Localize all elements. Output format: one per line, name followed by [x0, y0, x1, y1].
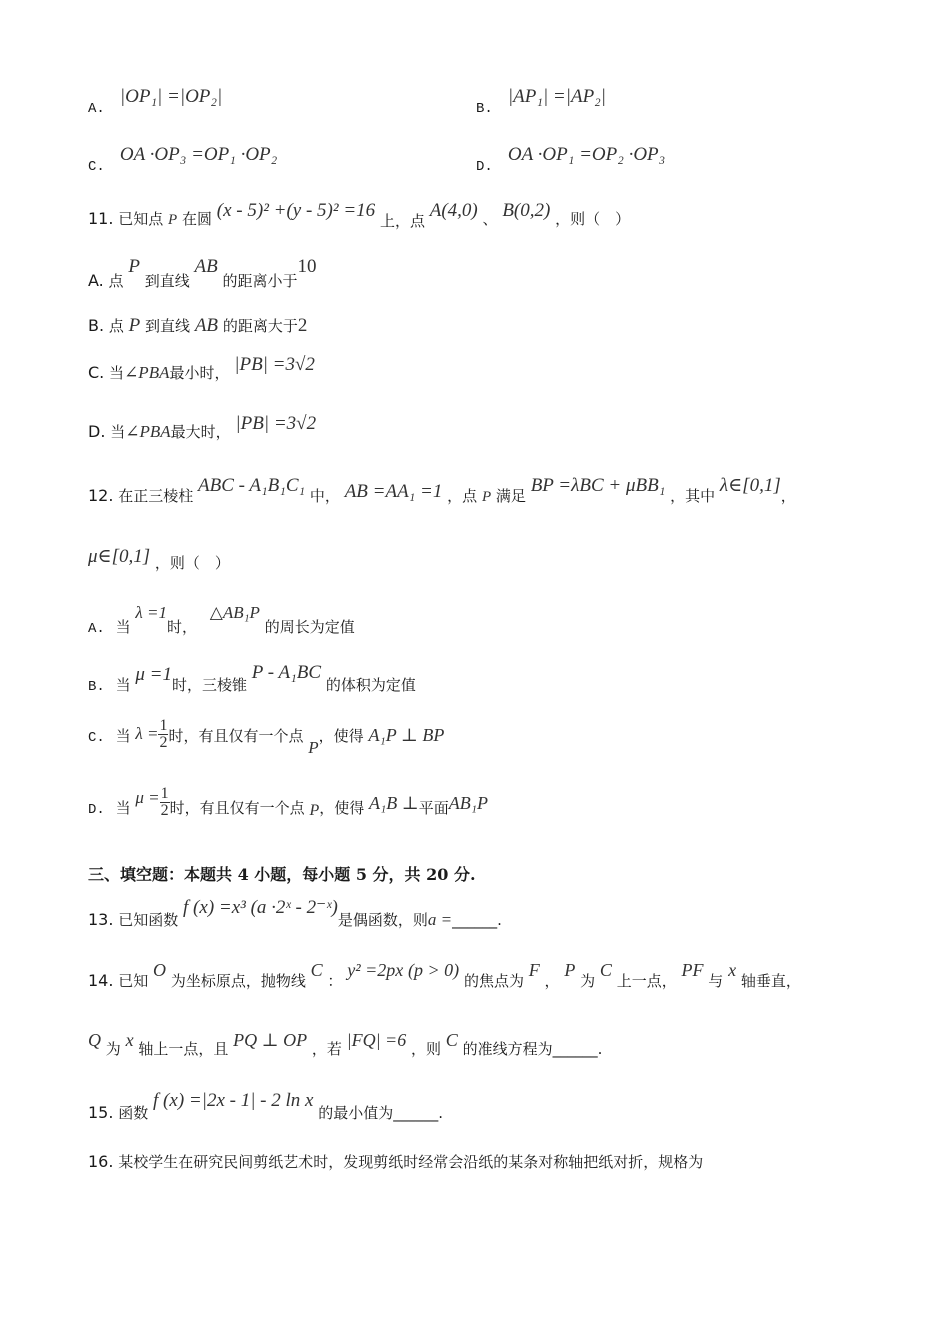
fraction-denominator: 2 — [160, 802, 169, 819]
math-var: x — [728, 960, 737, 980]
math-var: C — [445, 1030, 458, 1050]
pyramid-name: P - A₁BC — [251, 662, 322, 683]
fraction-denominator: 2 — [159, 734, 168, 751]
stem-text: ，若 — [311, 1040, 342, 1058]
math-var: P — [128, 256, 140, 277]
option-label: B. — [476, 101, 493, 117]
stem-text: 已知点 — [118, 210, 164, 228]
math-var: C — [310, 960, 323, 980]
stem-text: ： — [327, 972, 343, 990]
stem-text: 为 — [105, 1040, 121, 1058]
q11-option-c — [88, 354, 315, 382]
triangle-expression: △AB₁P — [209, 603, 260, 622]
question-11-stem — [88, 200, 631, 230]
option-label: C. — [88, 363, 105, 382]
option-text: 时，有且仅有一个点 — [169, 799, 305, 817]
circle-equation: (x - 5)² +(y - 5)² =16 — [216, 200, 376, 221]
math-var: AB — [194, 315, 219, 336]
option-label: B. — [88, 316, 105, 335]
condition: μ = — [135, 788, 160, 807]
option-label: C. — [88, 730, 105, 746]
q10-option-d — [476, 144, 666, 175]
option-label: D. — [476, 159, 493, 175]
q11-option-b — [88, 315, 307, 337]
option-text: 当 — [115, 618, 131, 636]
math-var: (p > 0) — [408, 960, 460, 980]
perpendicular-expression: A₁B ⊥ — [369, 793, 419, 813]
stem-text: 满足 — [495, 487, 526, 505]
math-var: P — [308, 738, 319, 757]
stem-text: 中， — [309, 487, 340, 505]
option-text: 到直线 — [144, 272, 190, 290]
plane-name: AB₁P — [448, 793, 488, 813]
period: . — [497, 911, 502, 929]
option-text: ，使得 — [318, 727, 364, 745]
math-var: AB — [194, 256, 218, 277]
question-number: 13. — [88, 910, 114, 929]
q10-option-a — [88, 86, 223, 117]
question-number: 12. — [88, 486, 114, 505]
option-text: 点 — [108, 272, 124, 290]
option-text: 的距离小于 — [222, 272, 298, 290]
stem-text: 上一点， — [616, 972, 677, 990]
math-var: x — [125, 1030, 134, 1050]
question-number: 15. — [88, 1103, 114, 1122]
stem-text: ， — [780, 487, 796, 505]
math-var: P — [128, 315, 141, 336]
stem-text: 函数 — [118, 1104, 149, 1122]
option-text: 的距离大于 — [222, 317, 298, 335]
stem-text: ，则 — [410, 1040, 441, 1058]
lambda-range: λ∈[0,1] — [719, 475, 781, 496]
stem-text: 轴垂直， — [740, 972, 801, 990]
option-label: A. — [88, 101, 105, 117]
q11-option-d — [88, 413, 317, 441]
math-var: F — [528, 960, 540, 980]
option-expression: |AP₁| =|AP₂| — [507, 86, 607, 107]
stem-text: 已知 — [118, 972, 149, 990]
fraction-numerator: 1 — [159, 717, 168, 734]
function-expression: f (x) =|2x - 1| - 2 ln x — [153, 1090, 314, 1111]
option-text: 的体积为定值 — [325, 676, 416, 694]
math-value: 2 — [297, 315, 308, 336]
option-expression: OA ·OP₃ =OP₁ ·OP₂ — [119, 144, 278, 165]
math-var: O — [153, 960, 167, 980]
stem-text: 在圆 — [181, 210, 212, 228]
stem-text: 已知函数 — [118, 911, 179, 929]
math-var: P — [168, 212, 178, 228]
fraction-numerator: 1 — [160, 785, 169, 802]
function-expression: f (x) =x³ (a ·2ˣ - 2⁻ˣ) — [183, 897, 338, 918]
option-label: B. — [88, 679, 105, 695]
math-var: PQ ⊥ OP — [233, 1030, 308, 1050]
point-a: A(4,0) — [429, 200, 478, 221]
condition: λ = — [135, 724, 159, 743]
q12-option-a — [88, 602, 355, 637]
separator: 、 — [482, 210, 498, 228]
question-13 — [88, 896, 502, 929]
answer-blank[interactable]: ______ — [452, 911, 498, 929]
stem-text: 是偶函数，则 — [337, 911, 428, 929]
condition: μ =1 — [135, 664, 172, 685]
fraction — [158, 718, 168, 751]
option-text: 最小时， — [169, 364, 230, 382]
point-b: B(0,2) — [502, 200, 551, 221]
option-expression: OA ·OP₁ =OP₂ ·OP₃ — [507, 144, 666, 165]
option-text: 平面 — [418, 799, 449, 817]
option-text: 点 — [108, 317, 124, 335]
stem-text: ，则（ ） — [555, 210, 631, 228]
math-var: P — [309, 802, 320, 819]
stem-text: ，点 — [447, 487, 478, 505]
stem-text: 为坐标原点，抛物线 — [170, 972, 306, 990]
stem-text: 上，点 — [379, 212, 425, 230]
math-var: y² =2px — [347, 960, 404, 980]
option-text: 时，有且仅有一个点 — [168, 727, 304, 745]
stem-text[interactable]: 的准线方程为______. — [462, 1040, 603, 1058]
stem-text: ，则（ ） — [154, 554, 230, 572]
question-number: 11. — [88, 209, 114, 228]
stem-text: 在正三棱柱 — [118, 487, 194, 505]
math-expression: AB =AA₁ =1 — [344, 481, 443, 502]
option-text: 到直线 — [145, 317, 191, 335]
vector-equation: BP =λBC + μBB₁ — [530, 475, 666, 496]
q10-option-c — [88, 144, 278, 175]
question-number: 16. — [88, 1152, 114, 1171]
option-text: ，使得 — [319, 799, 365, 817]
stem-text: 某校学生在研究民间剪纸艺术时，发现剪纸时经常会沿纸的某条对称轴把纸对折，规格为 — [118, 1153, 704, 1171]
question-15 — [88, 1090, 444, 1122]
option-label: A. — [88, 271, 104, 290]
perpendicular-expression: A₁P ⊥ BP — [368, 725, 445, 745]
option-label: C. — [88, 159, 105, 175]
q10-option-b — [476, 86, 607, 117]
condition: λ =1 — [135, 603, 167, 622]
math-var: |FQ| =6 — [346, 1030, 407, 1050]
section-heading: 三、填空题：本题共 4 小题，每小题 5 分，共 20 分. — [88, 865, 476, 884]
option-text: 当 — [115, 799, 131, 817]
math-var: C — [599, 960, 612, 980]
option-text: 当 — [115, 676, 131, 694]
stem-text: ，其中 — [670, 487, 716, 505]
prism-name: ABC - A₁B₁C₁ — [198, 475, 306, 496]
stem-text: 的焦点为 — [463, 972, 524, 990]
question-12-stem-cont — [88, 545, 230, 572]
math-var: P — [564, 960, 576, 980]
option-text: 当 — [110, 423, 126, 441]
option-expression: |OP₁| =|OP₂| — [119, 86, 223, 107]
stem-text: 的最小值为______. — [318, 1104, 444, 1122]
angle-expression: ∠PBA — [124, 363, 170, 382]
option-label: D. — [88, 422, 106, 441]
q12-option-d — [88, 785, 488, 823]
fraction — [160, 786, 170, 819]
option-text: 的周长为定值 — [264, 618, 355, 636]
q12-option-c — [88, 717, 445, 757]
question-16 — [88, 1151, 703, 1172]
option-text: 当 — [109, 364, 125, 382]
option-text: 当 — [115, 727, 131, 745]
stem-text: 与 — [708, 972, 724, 990]
math-var: PF — [681, 960, 704, 980]
math-expression: |PB| =3√2 — [235, 413, 317, 434]
stem-text: 为 — [580, 972, 596, 990]
math-expression: |PB| =3√2 — [234, 354, 315, 375]
stem-text: ， — [544, 972, 560, 990]
question-14-line-2 — [88, 1030, 603, 1058]
math-var: P — [481, 489, 492, 505]
angle-expression: ∠PBA — [125, 422, 171, 441]
math-var: Q — [88, 1030, 101, 1050]
question-number: 14. — [88, 971, 114, 990]
option-label: D. — [88, 802, 105, 818]
math-value: 10 — [297, 256, 317, 277]
option-text: 时， — [166, 618, 197, 636]
q11-option-a — [88, 256, 317, 290]
option-text: 时，三棱锥 — [172, 676, 248, 694]
question-14-line-1 — [88, 960, 801, 990]
option-label: A. — [88, 621, 105, 637]
question-12-stem — [88, 474, 796, 505]
mu-range: μ∈[0,1] — [88, 546, 151, 567]
option-text: 最大时， — [170, 423, 231, 441]
stem-text: 轴上一点，且 — [138, 1040, 229, 1058]
q12-option-b — [88, 662, 416, 695]
math-var: a = — [427, 910, 453, 929]
